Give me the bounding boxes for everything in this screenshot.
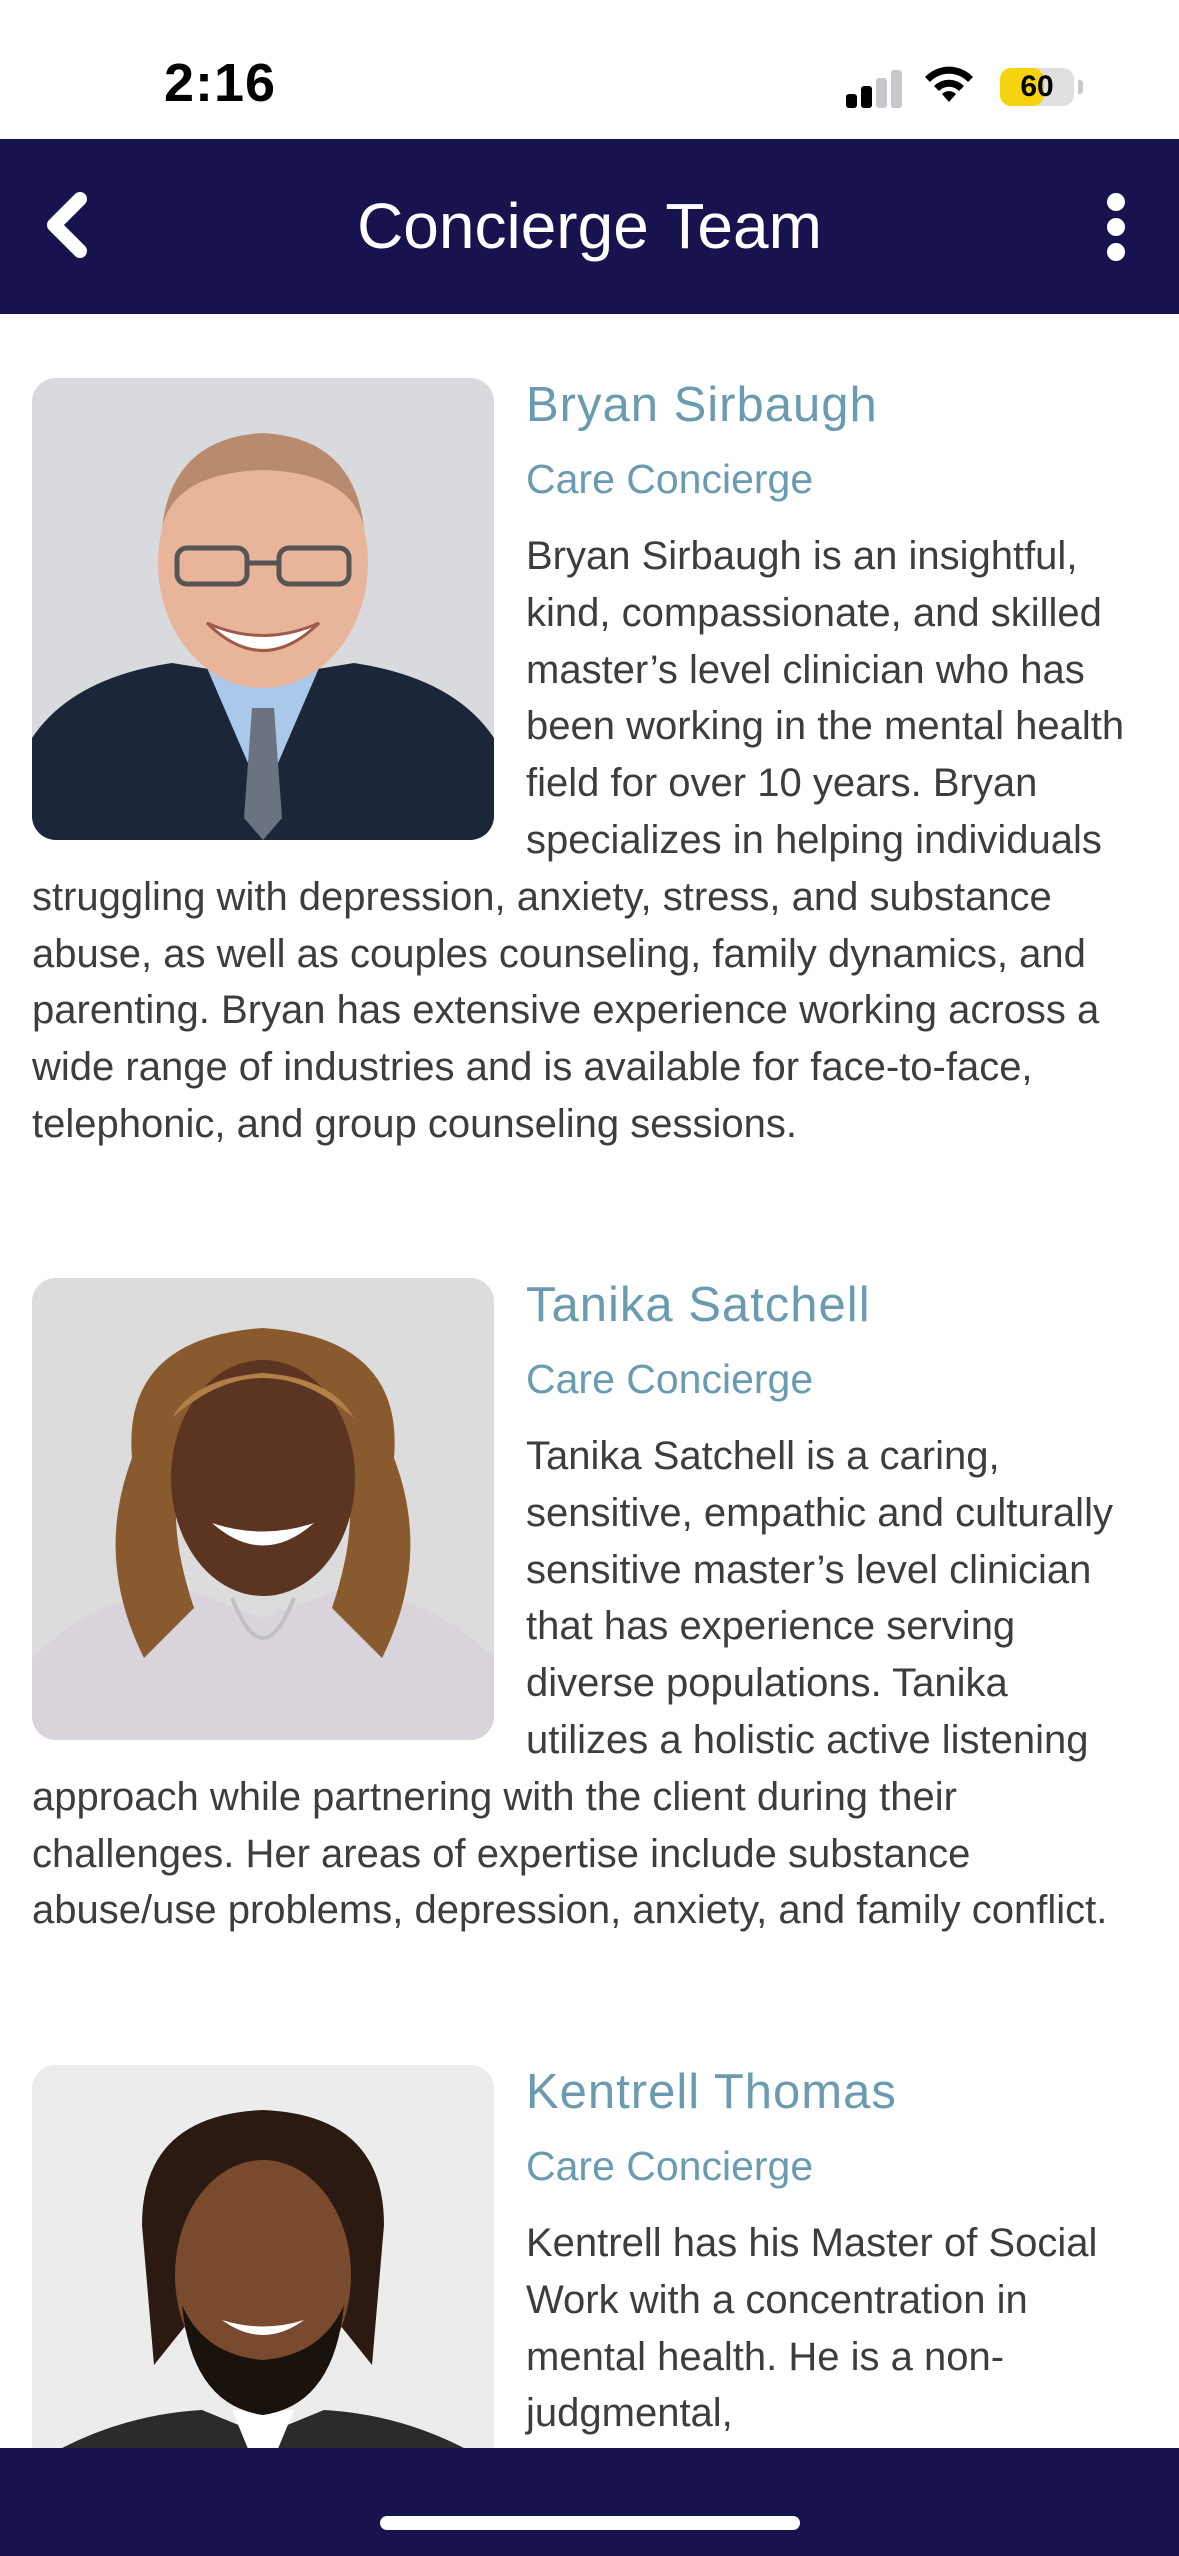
- team-list[interactable]: [0, 314, 1179, 2448]
- more-vertical-icon-dot: [1107, 218, 1125, 236]
- more-options-button[interactable]: [1095, 189, 1141, 265]
- more-vertical-icon-dot: [1107, 193, 1125, 211]
- bottom-bar: [0, 2448, 1179, 2556]
- member-bio: Tanika Satchell is a caring, sensitive, empathic and culturally sensitive master’s level clinician that has experience serving diverse populations. Tanika utilizes a holistic active listening approach while partnering with the client during their challenges. Her areas of expertise include substance abuse/use problems, depression, anxiety, and family conflict.: [32, 1434, 1113, 1933]
- team-member-card: [32, 378, 1132, 1153]
- member-role: Care Concierge: [526, 456, 814, 502]
- member-name: Tanika Satchell: [526, 1278, 871, 1332]
- member-photo: [32, 2065, 494, 2448]
- status-time: 2:16: [164, 53, 277, 113]
- member-role: Care Concierge: [526, 1356, 814, 1402]
- wifi-icon: [922, 62, 976, 106]
- battery-level-text: 60: [1020, 70, 1054, 103]
- member-name: Kentrell Thomas: [526, 2065, 897, 2119]
- team-member-card: [32, 2065, 1132, 2448]
- member-role: Care Concierge: [526, 2143, 814, 2189]
- back-button[interactable]: [30, 185, 110, 265]
- app-header: [0, 139, 1179, 314]
- battery-cap: [1078, 80, 1083, 94]
- member-bio: Kentrell has his Master of Social Work with a concentration in mental health. He is a non-judgmental,: [526, 2221, 1098, 2436]
- member-photo: [32, 1278, 494, 1740]
- battery-icon: [1000, 68, 1074, 106]
- home-indicator[interactable]: [380, 2516, 800, 2530]
- chevron-left-icon: [54, 199, 80, 251]
- more-vertical-icon-dot: [1107, 243, 1125, 261]
- team-member-card: [32, 1278, 1132, 1939]
- member-bio: Bryan Sirbaugh is an insightful, kind, compassionate, and skilled master’s level clinician who has been working in the mental health field for over 10 years. Bryan specializes in helping individuals struggling with depression, anxiety, stress, and substance abuse, as well as couples counseling, family dynamics, and parenting. Bryan has extensive experience working across a wide range of industries and is available for face-to-face, telephonic, and group counseling sessions.: [32, 534, 1125, 1146]
- member-name: Bryan Sirbaugh: [526, 378, 878, 432]
- status-bar: [0, 0, 1179, 139]
- member-photo: [32, 378, 494, 840]
- page-title: Concierge Team: [357, 190, 822, 262]
- cellular-signal-icon: [846, 68, 904, 108]
